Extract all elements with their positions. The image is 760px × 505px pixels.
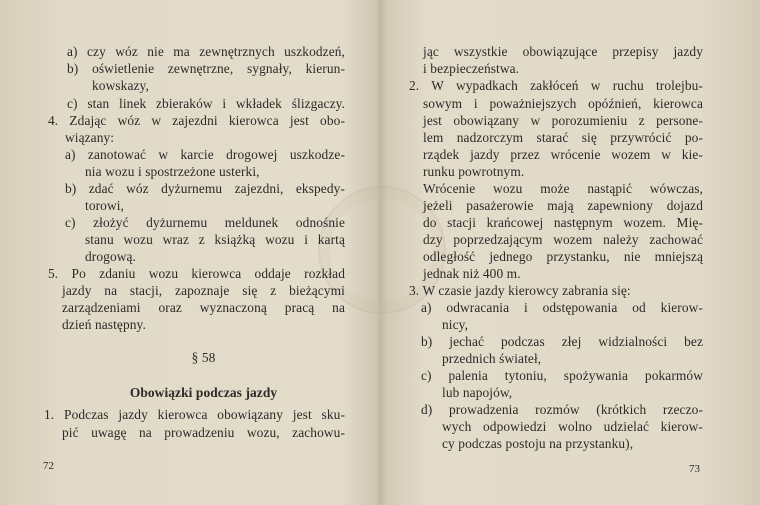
text-line: jąc wszystkie obowiązujące przepisy jazdy [423,44,703,59]
text-line: c) złożyć dyżurnemu meldunek odnośnie [65,215,345,230]
text-line: kowskazy, [92,78,149,93]
section-number: § 58 [191,350,216,365]
text-line: jednak niż 400 m. [423,266,521,281]
text-line: jazdy na stacji, zapoznaje się z bieżącymi [62,283,345,298]
text-line: cy podczas postoju na przystanku), [442,436,634,451]
right-page [380,0,760,505]
text-line: b) jechać podczas złej widzialności bez [421,334,703,349]
text-line: 2. W wypadkach zakłóceń w ruchu trolejbu- [409,78,703,93]
text-line: b) oświetlenie zewnętrzne, sygnały, kierun- [67,61,345,76]
text-line: 5. Po zdaniu wozu kierowca oddaje rozkład [48,266,345,281]
page-number: 73 [689,463,700,475]
section-title: Obowiązki podczas jazdy [129,385,278,400]
text-line: nia wozu i spostrzeżone usterki, [85,164,260,179]
text-line: jest obowiązany w porozumieniu z persone- [423,113,703,128]
text-line: do stacji krańcowej następnym wozem. Mię- [423,215,703,230]
text-line: pić uwagę na prowadzeniu wozu, zachowu- [62,425,345,440]
text-line: c) palenia tytoniu, spożywania pokarmów [421,368,703,383]
text-line: wiązany: [65,130,115,145]
text-line: dzy poprzedzającym wozem należy zachować [423,232,703,247]
text-line: Wrócenie wozu może nastąpić wówczas, [423,181,703,196]
text-line: c) stan linek zbieraków i wkładek ślizgaczy. [67,96,345,111]
text-line: drogową. [85,249,137,264]
text-line: zarządzeniami oraz wyznaczoną pracą na [62,300,345,315]
text-line: 4. Zdając wóz w zajezdni kierowca jest obo- [48,113,345,128]
text-line: torowi, [85,198,125,213]
text-line: d) prowadzenia rozmów (krótkich rzeczo- [421,402,703,417]
text-line: rządek jazdy przez wrócenie wozem w kie- [423,147,703,162]
text-line: wych odpowiedzi wolno udzielać kierow- [442,419,703,434]
text-line: sowym i poważniejszych opóźnień, kierowca [423,96,703,111]
text-line: a) czy wóz nie ma zewnętrznych uszkodzeń, [67,44,345,59]
text-line: przednich świateł, [442,351,542,366]
text-line: i bezpieczeństwa. [423,61,520,76]
text-line: b) zdać wóz dyżurnemu zajezdni, ekspedy- [65,181,345,196]
page-number: 72 [43,460,54,472]
text-line: 3. W czasie jazdy kierowcy zabrania się: [409,283,631,298]
text-line: a) zanotować w karcie drogowej uszkodze- [65,147,345,162]
text-line: dzień następny. [62,317,146,332]
text-line: stanu wozu wraz z książką wozu i kartą [85,232,345,247]
text-line: nicy, [442,317,469,332]
text-line: jeżeli pasażerowie mają zapewniony dojazd [423,198,703,213]
text-line: 1. Podczas jazdy kierowca obowiązany jest sku- [44,407,345,422]
text-line: a) odwracania i odstępowania od kierow- [421,300,703,315]
text-line: odległość jednego przystanku, nie mniejszą [423,249,703,264]
text-line: lub napojów, [442,385,513,400]
text-line: lem nadzorczym starać się przywrócić po- [423,130,703,145]
text-line: runku powrotnym. [423,164,525,179]
